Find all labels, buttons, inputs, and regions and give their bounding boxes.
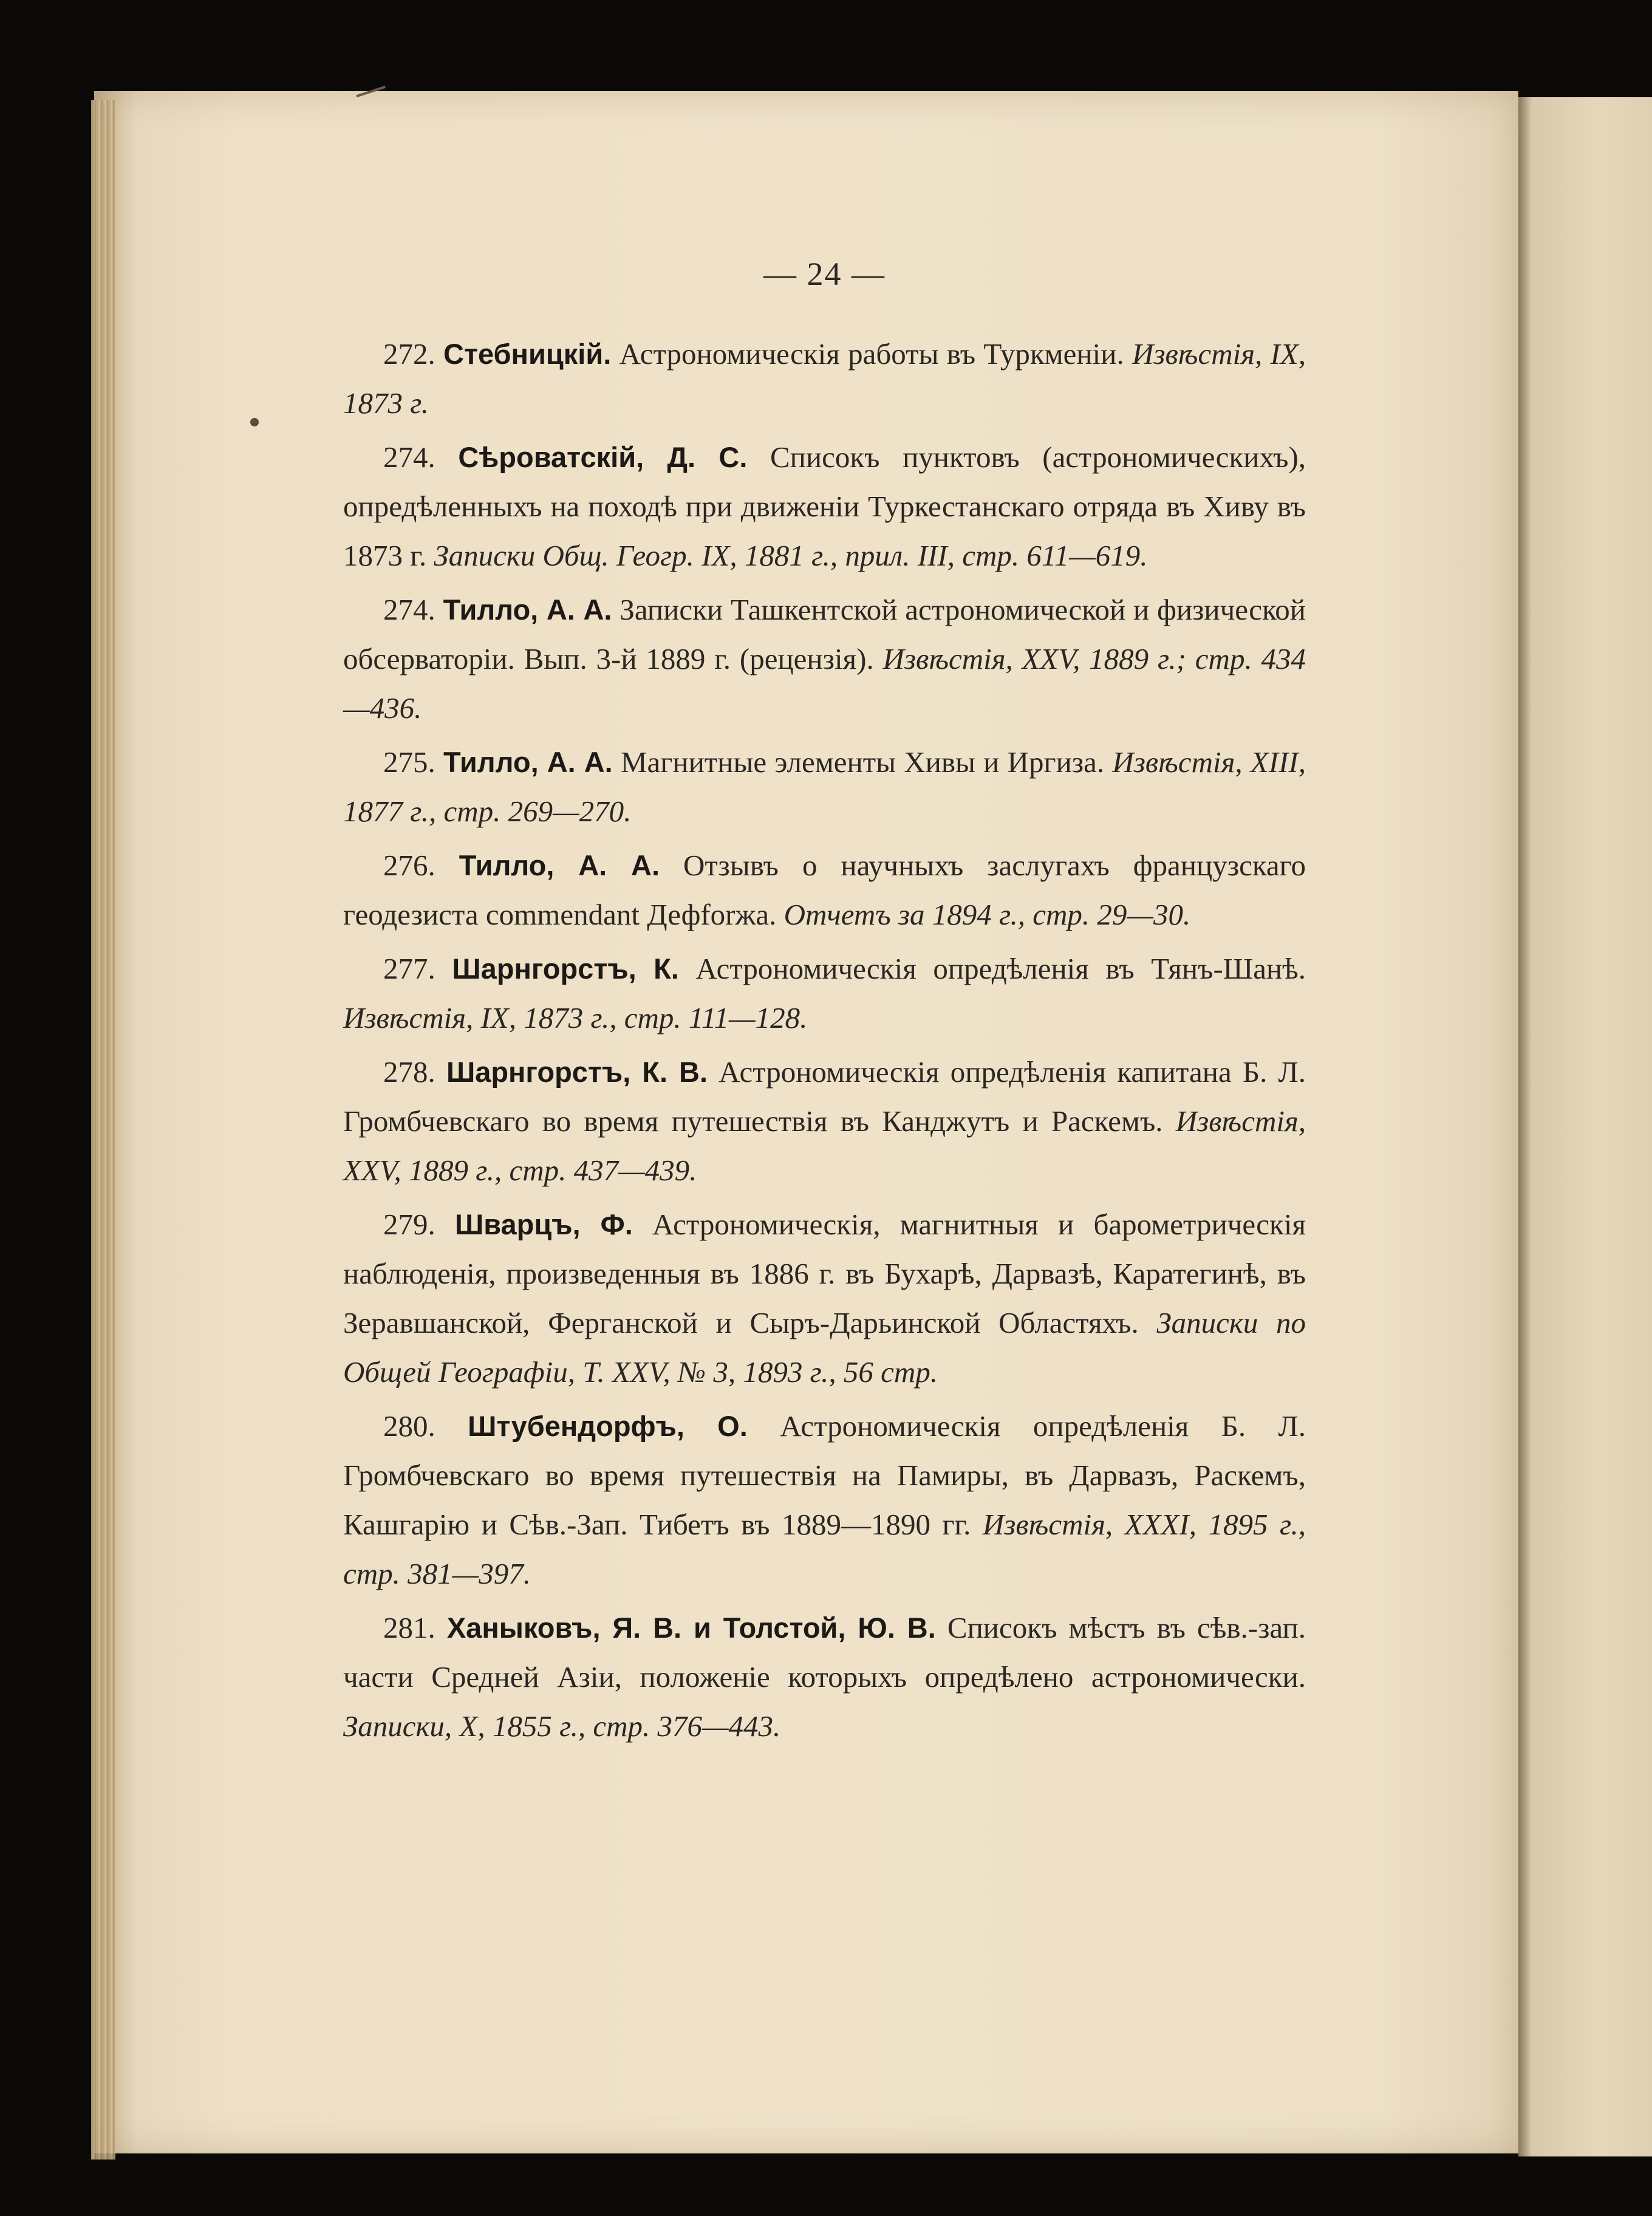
entry-title: Магнитные элементы Хивы и Иргиза. [620, 745, 1105, 779]
bibliography-entry [343, 585, 1306, 733]
entry-author: Стебницкій. [443, 338, 612, 370]
entry-source: Извѣстія, XIII, 1877 г., стр. 269—270. [343, 745, 1306, 828]
page-content [343, 255, 1306, 1756]
entry-number: 279. [383, 1208, 435, 1241]
entry-number: 274. [383, 440, 435, 474]
entry-source: Записки Общ. Геогр. IX, 1881 г., прил. III, стр. 611—619. [434, 539, 1148, 572]
entry-number: 280. [383, 1409, 435, 1443]
bibliography-entry [343, 1603, 1306, 1751]
entry-source: Отчетъ за 1894 г., стр. 29—30. [783, 898, 1191, 931]
bibliography-entry [343, 944, 1306, 1042]
page-edge [91, 100, 115, 2160]
entry-title: Астрономическія опредѣленія Б. Л. Громбчевскаго во время путешествія на Памиры, въ Дарвазъ, Раскемъ, Кашгарію и Сѣв.-Зап. Тибетъ въ 1889—1890 гг. [343, 1409, 1306, 1541]
adjacent-page [1518, 97, 1652, 2156]
entry-title: Астрономическія работы въ Туркменіи. [619, 337, 1124, 371]
bibliography-entry [343, 433, 1306, 580]
entry-number: 272. [383, 337, 435, 371]
entry-title: Списокъ пунктовъ (астрономическихъ), опредѣленныхъ на походѣ при движеніи Туркестанскаго отряда въ Хиву въ 1873 г. [343, 440, 1306, 572]
entry-title: Записки Ташкентской астрономической и физической обсерваторіи. Вып. 3-й 1889 г. (рецензія). [343, 593, 1306, 675]
bibliography-entry [343, 841, 1306, 939]
bibliography-list [343, 329, 1306, 1751]
entry-source: Извѣстія, IX, 1873 г. [343, 337, 1306, 420]
entry-author: Тилло, А. А. [443, 593, 612, 626]
entry-number: 277. [383, 952, 435, 985]
bibliography-entry [343, 329, 1306, 428]
entry-author: Шарнгорстъ, К. В. [446, 1056, 708, 1088]
entry-source: Извѣстія, XXV, 1889 г., стр. 437—439. [343, 1104, 1306, 1187]
bibliography-entry [343, 737, 1306, 836]
entry-author: Тилло, А. А. [459, 849, 660, 881]
entry-author: Сѣроватскій, Д. С. [458, 441, 748, 473]
entry-number: 276. [383, 849, 435, 882]
ink-dot [250, 418, 259, 426]
entry-source: Записки, X, 1855 г., стр. 376—443. [343, 1709, 781, 1743]
bibliography-entry [343, 1401, 1306, 1598]
entry-author: Ханыковъ, Я. В. и Толстой, Ю. В. [446, 1612, 936, 1644]
page-number: — 24 — [763, 256, 886, 292]
entry-number: 275. [383, 745, 435, 779]
entry-number: 274. [383, 593, 435, 626]
entry-title: Астрономическія опредѣленія капитана Б. Л. Громбчевскаго во время путешествія въ Канджутъ и Раскемъ. [343, 1055, 1306, 1138]
entry-source: Извѣстія, XXXI, 1895 г., стр. 381—397. [343, 1508, 1306, 1590]
entry-source: Извѣстія, XXV, 1889 г.; стр. 434—436. [343, 642, 1306, 725]
entry-source: Извѣстія, IX, 1873 г., стр. 111—128. [343, 1001, 808, 1034]
entry-author: Штубендорфъ, О. [468, 1410, 748, 1442]
entry-author: Шварцъ, Ф. [454, 1208, 633, 1240]
entry-title: Списокъ мѣстъ въ сѣв.-зап. части Средней Азіи, положеніе которыхъ опредѣлено астрономически. [343, 1611, 1306, 1694]
entry-author: Шарнгорстъ, К. [452, 952, 679, 985]
entry-number: 281. [383, 1611, 435, 1644]
bibliography-entry [343, 1047, 1306, 1195]
entry-author: Тилло, А. А. [443, 746, 613, 778]
entry-source: Записки по Общей Географіи, Т. XXV, № 3, 1893 г., 56 стр. [343, 1306, 1306, 1389]
entry-title: Астрономическія опредѣленія въ Тянъ-Шанѣ. [695, 952, 1306, 985]
entry-title: Отзывъ о научныхъ заслугахъ французскаго геодезиста commendant Дефforжа. [343, 849, 1306, 931]
bibliography-entry [343, 1200, 1306, 1397]
entry-title: Астрономическія, магнитныя и барометрическія наблюденія, произведенныя въ 1886 г. въ Бухарѣ, Дарвазѣ, Каратегинѣ, въ Зеравшанской, Ферганской и Сыръ-Дарьинской Областяхъ. [343, 1208, 1306, 1339]
entry-number: 278. [383, 1055, 435, 1089]
